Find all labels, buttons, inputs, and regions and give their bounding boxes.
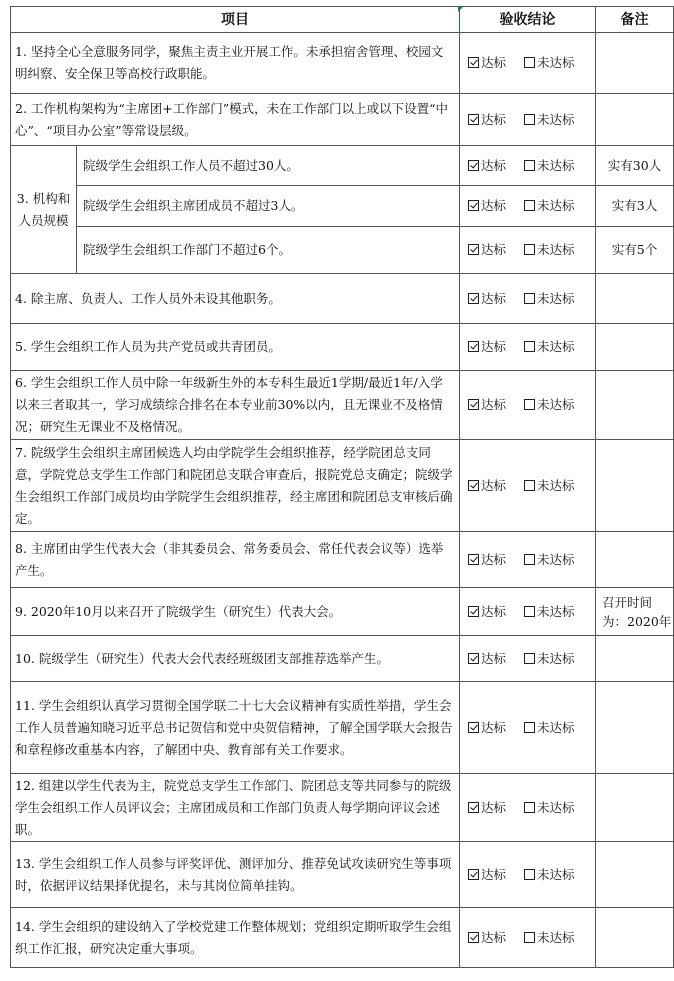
- unchecked-box-icon[interactable]: [524, 57, 535, 68]
- note-cell[interactable]: [596, 274, 674, 324]
- item-text: 6. 学生会组织工作人员中除一年级新生外的本专科生最近1学期/最近1年/入学以来三者取其一，学习成绩综合排名在本专业前30%以内，且无课业不及格情况；研究生无课业不及格情况。: [11, 371, 460, 440]
- table-row: [11, 186, 674, 227]
- verdict-cell: [460, 146, 596, 186]
- fail-option[interactable]: 未达标: [524, 864, 575, 886]
- checked-box-icon[interactable]: [468, 606, 479, 617]
- checked-box-icon[interactable]: [468, 200, 479, 211]
- fail-option[interactable]: 未达标: [524, 52, 575, 74]
- table-row: [11, 227, 674, 274]
- note-cell[interactable]: 召开时间为：2020年: [596, 588, 674, 636]
- unchecked-box-icon[interactable]: [524, 722, 535, 733]
- fail-option[interactable]: 未达标: [524, 927, 575, 949]
- table-row: [11, 636, 674, 682]
- pass-option[interactable]: 达标: [468, 239, 506, 261]
- sub-item-text: 院级学生会组织工作部门不超过6个。: [77, 227, 460, 274]
- unchecked-box-icon[interactable]: [524, 802, 535, 813]
- item-text: 5. 学生会组织工作人员为共产党员或共青团员。: [11, 324, 460, 371]
- sub-item-text: 院级学生会组织工作人员不超过30人。: [77, 146, 460, 186]
- item-text: 7. 院级学生会组织主席团候选人均由学院学生会组织推荐，经学院团总支同意，学院党总支学生工作部门和院团总支联合审查后，报院党总支确定；院级学生会组织工作部门成员均由学院学生会组织推荐，经主席团和院团总支审核后确定。: [11, 440, 460, 532]
- table-row: [11, 908, 674, 968]
- header-verdict: 验收结论: [460, 7, 596, 33]
- item-text: 2. 工作机构架构为“主席团+工作部门”模式，未在工作部门以上或以下设置“中心”、“项目办公室”等常设层级。: [11, 94, 460, 146]
- fail-option[interactable]: 未达标: [524, 239, 575, 261]
- verdict-cell: [460, 274, 596, 324]
- item-text: 12. 组建以学生代表为主，院党总支学生工作部门、院团总支等共同参与的院级学生会组织工作人员评议会；主席团成员和工作部门负责人每学期向评议会述职。: [11, 774, 460, 842]
- table-row: [11, 842, 674, 908]
- verdict-cell: [460, 227, 596, 274]
- note-cell[interactable]: 实有30人: [596, 146, 674, 186]
- table-row: [11, 371, 674, 440]
- table-row: [11, 146, 674, 186]
- header-project: 项目: [11, 7, 460, 33]
- pass-option[interactable]: 达标: [468, 475, 506, 497]
- table-row: [11, 774, 674, 842]
- pass-option[interactable]: 达标: [468, 927, 506, 949]
- fail-option[interactable]: 未达标: [524, 475, 575, 497]
- note-cell[interactable]: [596, 371, 674, 440]
- note-cell[interactable]: [596, 682, 674, 774]
- unchecked-box-icon[interactable]: [524, 114, 535, 125]
- note-cell[interactable]: [596, 908, 674, 968]
- item-text: 4. 除主席、负责人、工作人员外未设其他职务。: [11, 274, 460, 324]
- table-row: [11, 33, 674, 94]
- table-header-row: [11, 7, 674, 33]
- item-text: 14. 学生会组织的建设纳入了学校党建工作整体规划；党组织定期听取学生会组织工作汇报，研究决定重大事项。: [11, 908, 460, 968]
- group-label: 3. 机构和人员规模: [11, 146, 77, 274]
- fail-option[interactable]: 未达标: [524, 549, 575, 571]
- checked-box-icon[interactable]: [468, 802, 479, 813]
- fail-option[interactable]: 未达标: [524, 155, 575, 177]
- fail-option[interactable]: 未达标: [524, 648, 575, 670]
- checked-box-icon[interactable]: [468, 399, 479, 410]
- acceptance-table: [10, 6, 674, 968]
- table-row: [11, 94, 674, 146]
- checked-box-icon[interactable]: [468, 293, 479, 304]
- verdict-cell: [460, 774, 596, 842]
- item-text: 10. 院级学生（研究生）代表大会代表经班级团支部推荐选举产生。: [11, 636, 460, 682]
- fail-option[interactable]: 未达标: [524, 336, 575, 358]
- verdict-cell: [460, 532, 596, 588]
- note-cell[interactable]: [596, 636, 674, 682]
- checked-box-icon[interactable]: [468, 160, 479, 171]
- verdict-cell: [460, 33, 596, 94]
- pass-option[interactable]: 达标: [468, 52, 506, 74]
- unchecked-box-icon[interactable]: [524, 160, 535, 171]
- checked-box-icon[interactable]: [468, 653, 479, 664]
- note-cell[interactable]: [596, 33, 674, 94]
- note-cell[interactable]: [596, 774, 674, 842]
- pass-option[interactable]: 达标: [468, 336, 506, 358]
- checked-box-icon[interactable]: [468, 341, 479, 352]
- header-note: 备注: [596, 7, 674, 33]
- unchecked-box-icon[interactable]: [524, 554, 535, 565]
- fail-option[interactable]: 未达标: [524, 601, 575, 623]
- verdict-cell: [460, 636, 596, 682]
- checked-box-icon[interactable]: [468, 244, 479, 255]
- verdict-cell: [460, 588, 596, 636]
- verdict-cell: [460, 186, 596, 227]
- checked-box-icon[interactable]: [468, 932, 479, 943]
- table-row: [11, 682, 674, 774]
- table-row: [11, 274, 674, 324]
- pass-option[interactable]: 达标: [468, 195, 506, 217]
- table-row: [11, 588, 674, 636]
- verdict-cell: [460, 371, 596, 440]
- item-text: 8. 主席团由学生代表大会（非其委员会、常务委员会、常任代表会议等）选举产生。: [11, 532, 460, 588]
- note-cell[interactable]: 实有5个: [596, 227, 674, 274]
- checked-box-icon[interactable]: [468, 722, 479, 733]
- pass-option[interactable]: 达标: [468, 109, 506, 131]
- sub-item-text: 院级学生会组织主席团成员不超过3人。: [77, 186, 460, 227]
- fail-option[interactable]: 未达标: [524, 717, 575, 739]
- unchecked-box-icon[interactable]: [524, 869, 535, 880]
- verdict-cell: [460, 842, 596, 908]
- unchecked-box-icon[interactable]: [524, 653, 535, 664]
- checked-box-icon[interactable]: [468, 57, 479, 68]
- unchecked-box-icon[interactable]: [524, 932, 535, 943]
- fail-option[interactable]: 未达标: [524, 797, 575, 819]
- unchecked-box-icon[interactable]: [524, 480, 535, 491]
- fail-option[interactable]: 未达标: [524, 288, 575, 310]
- table-row: [11, 532, 674, 588]
- checked-box-icon[interactable]: [468, 554, 479, 565]
- pass-option[interactable]: 达标: [468, 601, 506, 623]
- pass-option[interactable]: 达标: [468, 797, 506, 819]
- item-text: 11. 学生会组织认真学习贯彻全国学联二十七大会议精神有实质性举措，学生会工作人员普遍知晓习近平总书记贺信和党中央贺信精神，了解全国学联大会报告和章程修改重基本内容，了解团中央、教育部有关工作要求。: [11, 682, 460, 774]
- verdict-cell: [460, 324, 596, 371]
- note-cell[interactable]: [596, 842, 674, 908]
- unchecked-box-icon[interactable]: [524, 200, 535, 211]
- unchecked-box-icon[interactable]: [524, 399, 535, 410]
- pass-option[interactable]: 达标: [468, 394, 506, 416]
- unchecked-box-icon[interactable]: [524, 244, 535, 255]
- item-text: 1. 坚持全心全意服务同学，聚焦主责主业开展工作。未承担宿舍管理、校园文明纠察、安全保卫等高校行政职能。: [11, 33, 460, 94]
- note-cell[interactable]: 实有3人: [596, 186, 674, 227]
- note-cell[interactable]: [596, 324, 674, 371]
- unchecked-box-icon[interactable]: [524, 293, 535, 304]
- verdict-cell: [460, 94, 596, 146]
- pass-option[interactable]: 达标: [468, 549, 506, 571]
- checked-box-icon[interactable]: [468, 480, 479, 491]
- pass-option[interactable]: 达标: [468, 648, 506, 670]
- unchecked-box-icon[interactable]: [524, 606, 535, 617]
- verdict-cell: [460, 682, 596, 774]
- verdict-cell: [460, 908, 596, 968]
- item-text: 9. 2020年10月以来召开了院级学生（研究生）代表大会。: [11, 588, 460, 636]
- table-row: [11, 324, 674, 371]
- checked-box-icon[interactable]: [468, 869, 479, 880]
- pass-option[interactable]: 达标: [468, 717, 506, 739]
- verdict-cell: [460, 440, 596, 532]
- note-cell[interactable]: [596, 94, 674, 146]
- pass-option[interactable]: 达标: [468, 288, 506, 310]
- table-row: [11, 440, 674, 532]
- item-text: 13. 学生会组织工作人员参与评奖评优、测评加分、推荐免试攻读研究生等事项时，依据评议结果择优提名，未与其岗位简单挂钩。: [11, 842, 460, 908]
- pass-option[interactable]: 达标: [468, 864, 506, 886]
- checked-box-icon[interactable]: [468, 114, 479, 125]
- fail-option[interactable]: 未达标: [524, 195, 575, 217]
- fail-option[interactable]: 未达标: [524, 109, 575, 131]
- note-cell[interactable]: [596, 532, 674, 588]
- fail-option[interactable]: 未达标: [524, 394, 575, 416]
- unchecked-box-icon[interactable]: [524, 341, 535, 352]
- note-cell[interactable]: [596, 440, 674, 532]
- pass-option[interactable]: 达标: [468, 155, 506, 177]
